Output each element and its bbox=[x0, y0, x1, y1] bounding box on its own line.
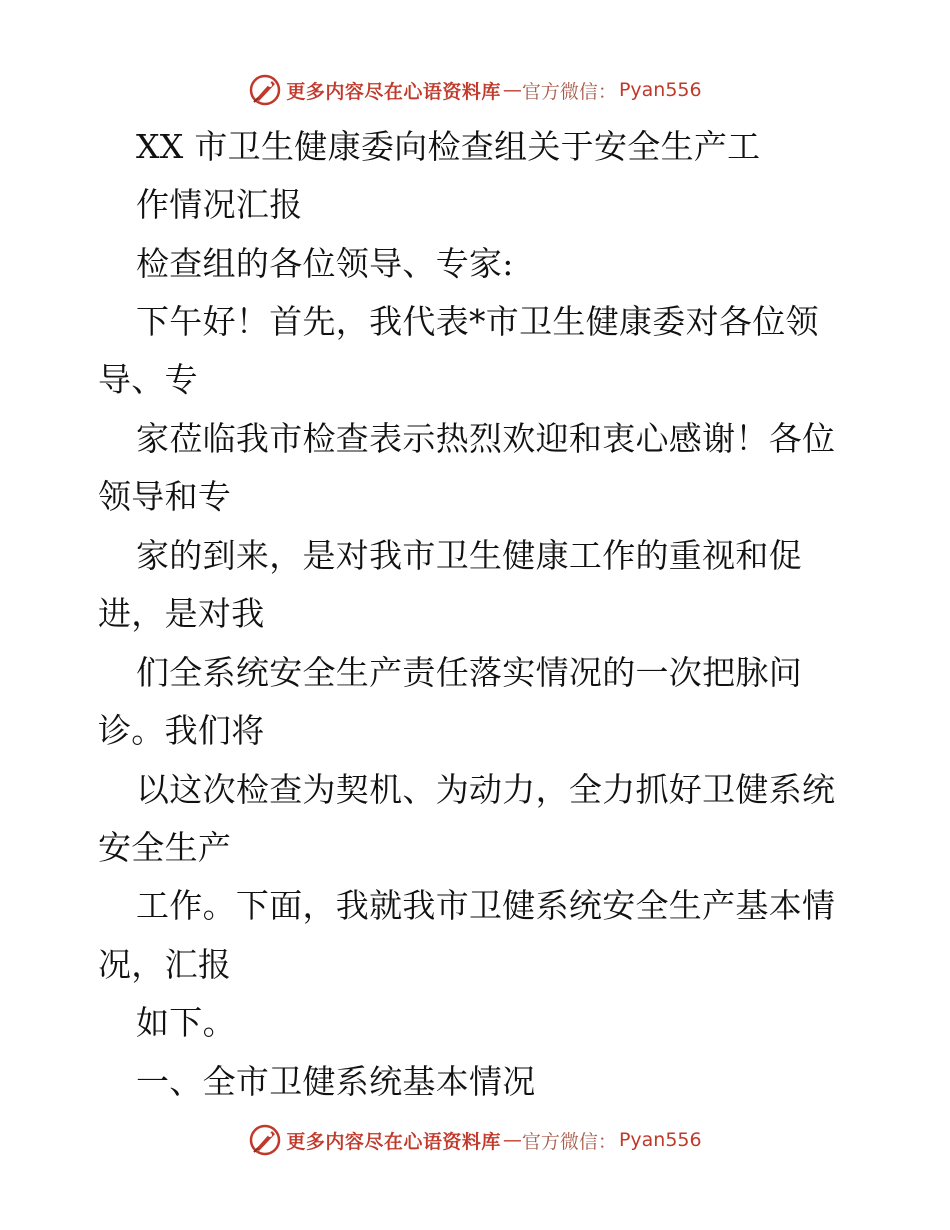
banner-wechat-label: 官方微信： bbox=[521, 1130, 617, 1153]
body-line: 们全系统安全生产责任落实情况的一次把脉问 bbox=[136, 653, 802, 692]
footer-banner bbox=[0, 1120, 950, 1160]
body-line: 领导和专 bbox=[98, 477, 232, 516]
banner-main-text: 更多内容尽在心语资料库 bbox=[286, 80, 501, 103]
banner-wechat-id: Pyan556 bbox=[618, 1129, 702, 1151]
quill-pen-logo-icon bbox=[248, 73, 282, 107]
banner-wechat-label: 官方微信： bbox=[521, 80, 617, 103]
body-line: 安全生产 bbox=[98, 828, 232, 867]
document-title-line-1: XX 市卫生健康委向检查组关于安全生产工 bbox=[136, 127, 761, 166]
body-line: 导、专 bbox=[98, 360, 198, 399]
body-line: 以这次检查为契机、为动力，全力抓好卫健系统 bbox=[136, 770, 836, 809]
body-line: 家莅临我市检查表示热烈欢迎和衷心感谢！各位 bbox=[136, 419, 836, 458]
body-line: 下午好！首先，我代表*市卫生健康委对各位领 bbox=[136, 302, 819, 341]
banner-separator: — bbox=[502, 79, 522, 101]
quill-pen-logo-icon bbox=[248, 1123, 282, 1157]
document-title-line-2: 作情况汇报 bbox=[136, 185, 303, 224]
header-banner bbox=[0, 70, 950, 110]
banner-separator: — bbox=[502, 1129, 522, 1151]
section-heading: 一、全市卫健系统基本情况 bbox=[136, 1062, 536, 1101]
body-line: 进，是对我 bbox=[98, 594, 265, 633]
body-line: 诊。我们将 bbox=[98, 711, 265, 750]
body-line: 工作。下面，我就我市卫健系统安全生产基本情 bbox=[136, 886, 836, 925]
salutation: 检查组的各位领导、专家: bbox=[136, 244, 514, 283]
body-line: 如下。 bbox=[136, 1003, 236, 1042]
banner-main-text: 更多内容尽在心语资料库 bbox=[286, 1130, 501, 1153]
banner-wechat-id: Pyan556 bbox=[618, 79, 702, 101]
body-line: 况，汇报 bbox=[98, 945, 232, 984]
body-line: 家的到来，是对我市卫生健康工作的重视和促 bbox=[136, 536, 802, 575]
